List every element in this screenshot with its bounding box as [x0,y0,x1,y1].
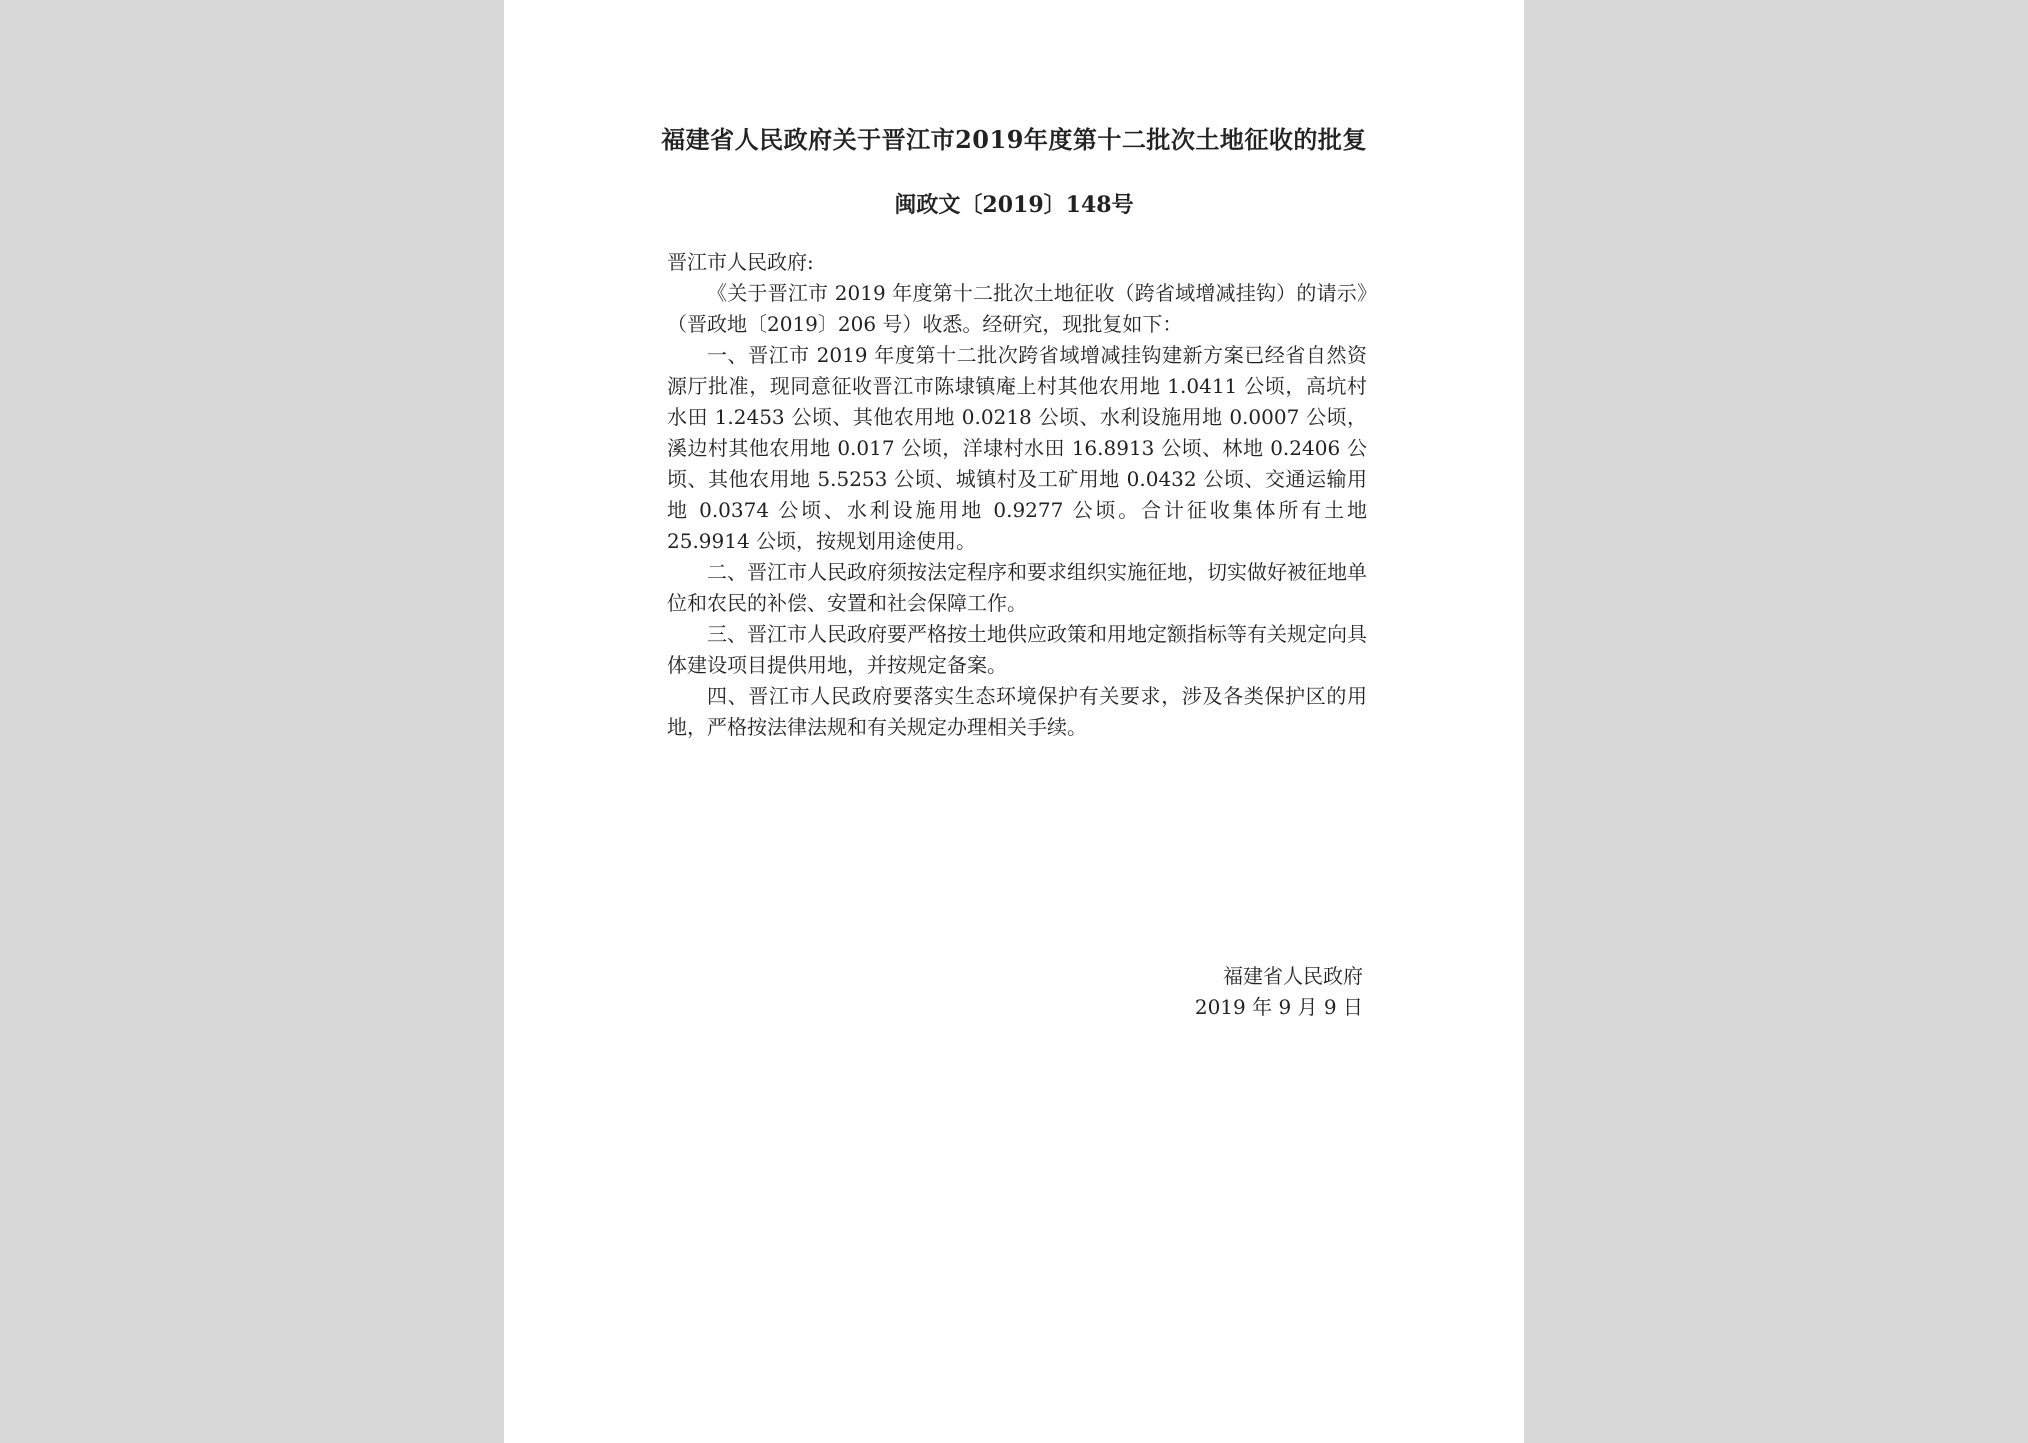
paragraph-item-4: 四、晋江市人民政府要落实生态环境保护有关要求，涉及各类保护区的用地，严格按法律法规和有关规定办理相关手续。 [667,684,1367,739]
signature-block [1195,961,1363,1023]
addressee: 晋江市人民政府: [667,250,814,274]
document-title: 福建省人民政府关于晋江市2019年度第十二批次土地征收的批复 [661,125,1367,154]
paragraph-item-1: 一、晋江市 2019 年度第十二批次跨省域增减挂钩建新方案已经省自然资源厅批准，现同意征收晋江市陈埭镇庵上村其他农用地 1.0411 公顷，高坑村水田 1.2453 公顷、其他农用地 0.0218 公顷、水利设施用地 0.0007 公顷，溪边村其他农用地 0.017 公顷，洋埭村水田 16.8913 公顷、林地 0.2406 公顷、其他农用地 5.5253 公顷、城镇村及工矿用地 0.0432 公顷、交通运输用地 0.0374 公顷、水利设施用地 0.9277 公顷。合计征收集体所有土地 25.9914 公顷，按规划用途使用。 [667,343,1367,553]
document-body [667,247,1367,743]
paragraph-item-3: 三、晋江市人民政府要严格按土地供应政策和用地定额指标等有关规定向具体建设项目提供用地，并按规定备案。 [667,622,1367,677]
paragraph-item-2: 二、晋江市人民政府须按法定程序和要求组织实施征地，切实做好被征地单位和农民的补偿、安置和社会保障工作。 [667,560,1367,615]
paragraph-intro: 《关于晋江市 2019 年度第十二批次土地征收（跨省域增减挂钩）的请示》（晋政地〔2019〕206 号）收悉。经研究，现批复如下： [667,281,1367,336]
document-number: 闽政文〔2019〕148号 [894,192,1134,218]
document-page [504,0,1524,1443]
signature-issuer: 福建省人民政府 [1223,964,1363,988]
signature-date: 2019 年 9 月 9 日 [1194,995,1363,1019]
